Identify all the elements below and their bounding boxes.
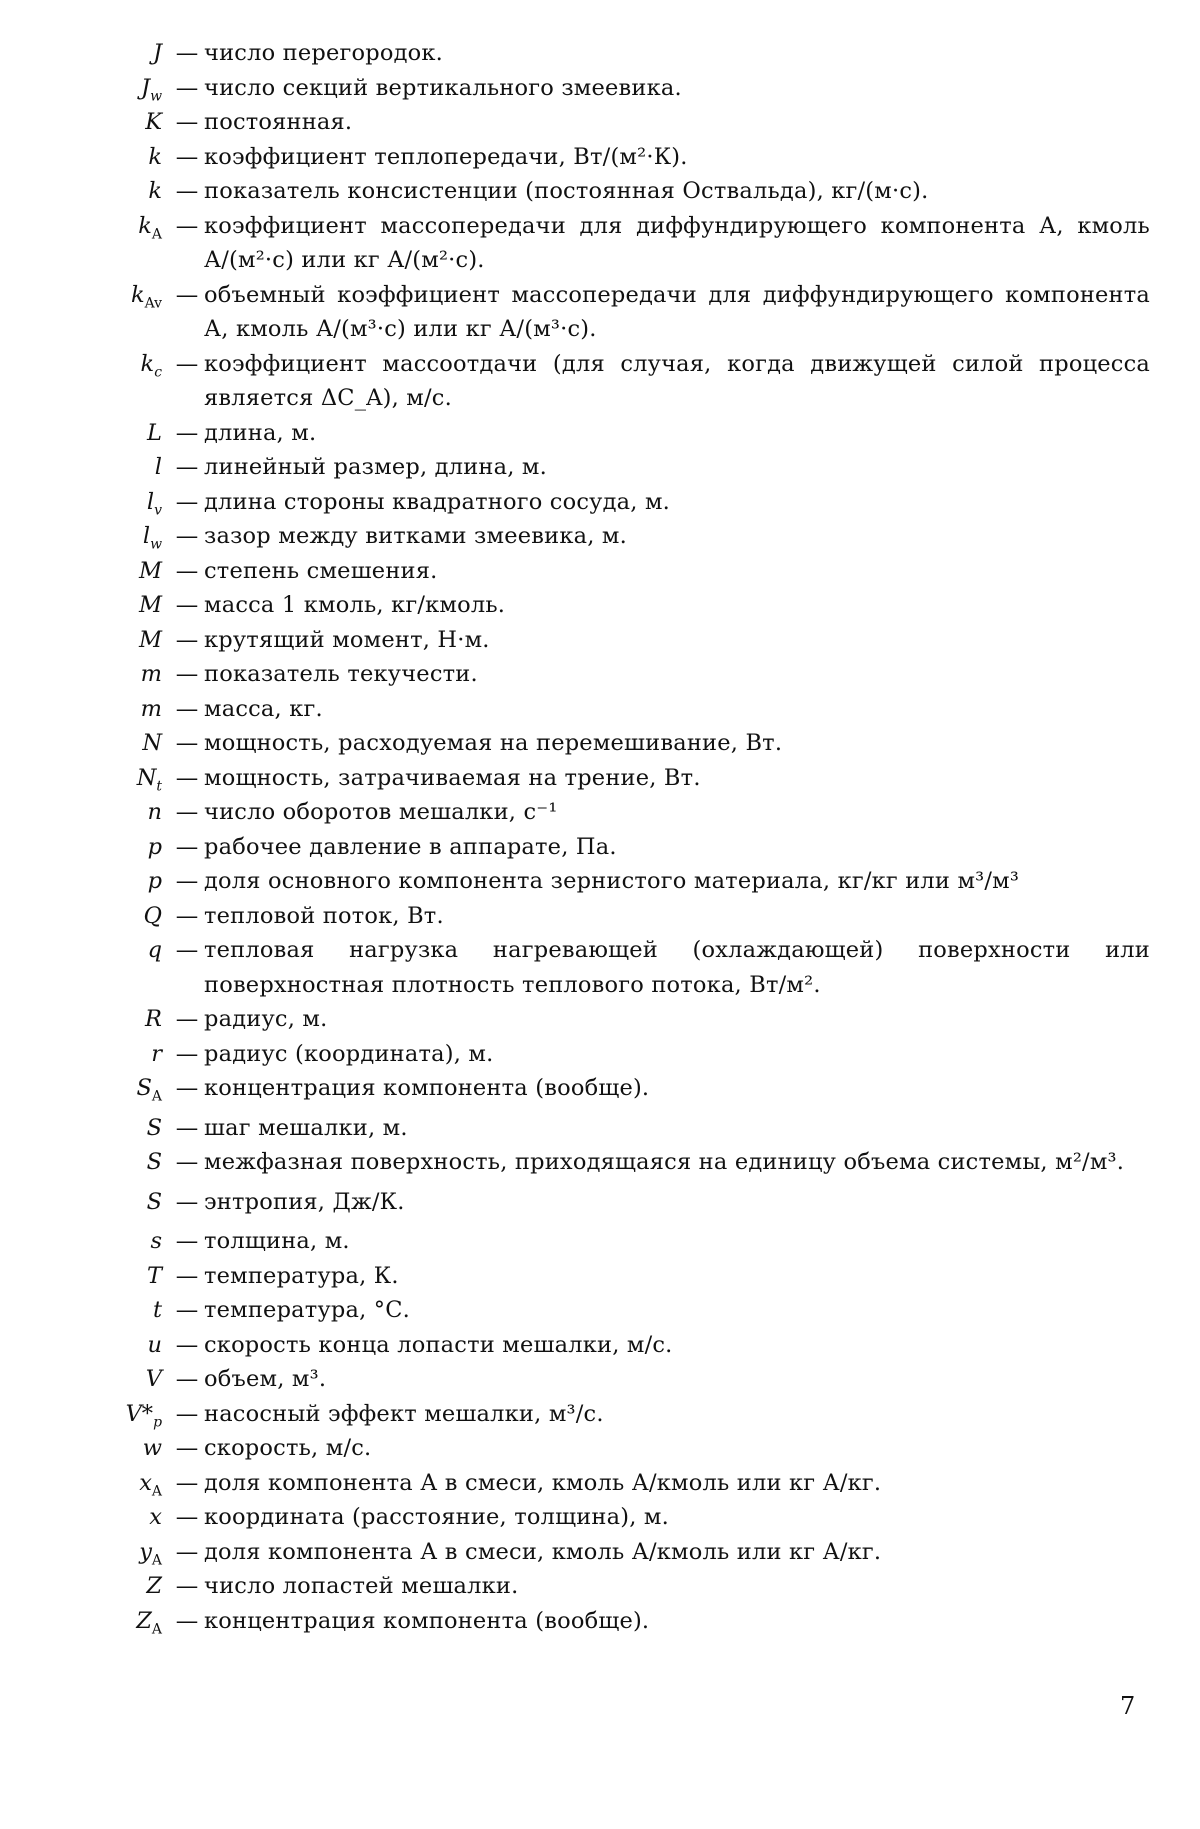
entry-symbol: k xyxy=(148,143,162,170)
entry-dash: — xyxy=(175,1504,199,1530)
entry-symbol: $V*_p$ xyxy=(125,1400,162,1430)
nomenclature-entry xyxy=(60,1071,1150,1106)
entry-symbol: u xyxy=(147,1331,162,1358)
entry-dash: — xyxy=(175,661,199,687)
entry-symbol-subscript: A xyxy=(151,1483,162,1499)
nomenclature-entry xyxy=(60,519,1150,554)
entry-description: температура, К. xyxy=(204,1262,399,1289)
nomenclature-entry xyxy=(60,657,1150,692)
entry-dash: — xyxy=(175,937,199,963)
entry-symbol: l xyxy=(154,454,162,480)
entry-symbol: $k_{Av}$ xyxy=(130,281,162,311)
entry-symbol-subscript: w xyxy=(150,88,162,104)
entry-dash: — xyxy=(175,1040,199,1067)
entry-dash: — xyxy=(175,1006,199,1032)
entry-description: концентрация компонента (вообще). xyxy=(204,1607,650,1634)
entry-symbol: Z xyxy=(146,1573,162,1599)
entry-dash: — xyxy=(175,799,199,825)
nomenclature-entry xyxy=(60,554,1150,589)
entry-dash: — xyxy=(175,419,199,446)
entry-symbol: M xyxy=(138,592,162,618)
entry-dash: — xyxy=(175,212,199,239)
page-number: 7 xyxy=(1120,1692,1136,1720)
entry-dash: — xyxy=(175,902,199,929)
entry-dash: — xyxy=(175,1469,199,1496)
entry-symbol: n xyxy=(147,799,162,825)
entry-description: коэффициент массопередачи для диффундирующего компонента А, кмоль А/(м²·с) или кг А/(м²·с). xyxy=(204,212,1150,273)
nomenclature-entry xyxy=(60,1224,1150,1259)
entry-symbol: $l_v$ xyxy=(146,488,162,518)
entry-symbol: s xyxy=(150,1228,162,1254)
entry-dash: — xyxy=(175,1573,199,1599)
nomenclature-entry xyxy=(60,278,1150,347)
entry-symbol: $Z_A$ xyxy=(136,1607,162,1637)
nomenclature-entry xyxy=(60,864,1150,899)
entry-description: масса, кг. xyxy=(204,695,323,722)
entry-symbol: x xyxy=(149,1504,162,1530)
nomenclature-entry xyxy=(60,1293,1150,1328)
entry-dash: — xyxy=(175,454,199,480)
entry-symbol: p xyxy=(147,868,162,894)
entry-dash: — xyxy=(175,1188,199,1215)
entry-symbol-subscript: A xyxy=(151,226,162,242)
nomenclature-entry xyxy=(60,1500,1150,1535)
entry-dash: — xyxy=(175,1297,199,1323)
entry-description: линейный размер, длина, м. xyxy=(204,454,547,480)
entry-symbol-subscript: c xyxy=(154,364,162,380)
nomenclature-entry xyxy=(60,1145,1150,1180)
entry-dash: — xyxy=(175,109,199,135)
entry-symbol: N xyxy=(142,730,162,756)
nomenclature-entry xyxy=(60,588,1150,623)
entry-dash: — xyxy=(175,1262,199,1289)
entry-dash: — xyxy=(175,1607,199,1634)
entry-dash: — xyxy=(175,1435,199,1461)
entry-dash: — xyxy=(175,557,199,584)
nomenclature-entry xyxy=(60,692,1150,727)
entry-symbol: m xyxy=(140,661,162,687)
nomenclature-entry xyxy=(60,71,1150,106)
entry-description: степень смешения. xyxy=(204,557,438,584)
nomenclature-entry xyxy=(60,450,1150,485)
nomenclature-entry xyxy=(60,1362,1150,1397)
entry-description: мощность, затрачиваемая на трение, Вт. xyxy=(204,764,701,791)
entry-description: рабочее давление в аппарате, Па. xyxy=(204,833,617,860)
entry-symbol: $l_w$ xyxy=(142,523,162,553)
entry-description: доля компонента А в смеси, кмоль А/кмоль или кг А/кг. xyxy=(204,1469,882,1496)
entry-dash: — xyxy=(175,1331,199,1358)
entry-dash: — xyxy=(175,143,199,170)
entry-symbol: T xyxy=(146,1262,162,1289)
entry-dash: — xyxy=(175,695,199,722)
entry-description: толщина, м. xyxy=(204,1228,350,1254)
entry-description: зазор между витками змеевика, м. xyxy=(204,523,627,549)
nomenclature-entry xyxy=(60,174,1150,209)
entry-dash: — xyxy=(175,74,199,101)
entry-symbol: q xyxy=(147,937,162,963)
entry-symbol: $k_A$ xyxy=(138,212,162,242)
nomenclature-entry xyxy=(60,623,1150,658)
entry-dash: — xyxy=(175,281,199,308)
entry-description: концентрация компонента (вообще). xyxy=(204,1075,650,1101)
entry-symbol: M xyxy=(138,626,162,653)
entry-description: насосный эффект мешалки, м³/с. xyxy=(204,1400,604,1427)
entry-description: число лопастей мешалки. xyxy=(204,1573,519,1599)
entry-dash: — xyxy=(175,833,199,860)
entry-description: постоянная. xyxy=(204,109,353,135)
entry-description: доля основного компонента зернистого материала, кг/кг или м³/м³ xyxy=(204,868,1020,894)
entry-symbol: M xyxy=(138,557,162,584)
entry-dash: — xyxy=(175,488,199,515)
entry-dash: — xyxy=(175,178,199,204)
entry-symbol: p xyxy=(147,833,162,860)
entry-symbol: k xyxy=(148,178,162,204)
nomenclature-entry xyxy=(60,140,1150,175)
entry-dash: — xyxy=(175,350,199,377)
nomenclature-entry xyxy=(60,1185,1150,1220)
nomenclature-entry xyxy=(60,1259,1150,1294)
entry-dash: — xyxy=(175,1538,199,1565)
nomenclature-entry xyxy=(60,830,1150,865)
entry-symbol: V xyxy=(145,1366,162,1392)
entry-symbol: S xyxy=(146,1188,162,1215)
entry-symbol-subscript: p xyxy=(153,1414,162,1430)
entry-symbol: m xyxy=(140,695,162,722)
nomenclature-entry xyxy=(60,485,1150,520)
entry-symbol: $S_A$ xyxy=(136,1075,162,1105)
entry-dash: — xyxy=(175,1114,199,1141)
entry-description: показатель консистенции (постоянная Оствальда), кг/(м·с). xyxy=(204,178,929,204)
entry-description: доля компонента А в смеси, кмоль А/кмоль или кг А/кг. xyxy=(204,1538,882,1565)
nomenclature-entry xyxy=(60,933,1150,1002)
entry-dash: — xyxy=(175,626,199,653)
nomenclature-entry xyxy=(60,726,1150,761)
nomenclature-entry xyxy=(60,1569,1150,1604)
nomenclature-entry xyxy=(60,1431,1150,1466)
entry-symbol: $x_A$ xyxy=(139,1469,162,1499)
entry-symbol: S xyxy=(146,1149,162,1175)
entry-dash: — xyxy=(175,1228,199,1254)
entry-description: длина стороны квадратного сосуда, м. xyxy=(204,488,671,515)
entry-description: масса 1 кмоль, кг/кмоль. xyxy=(204,592,506,618)
entry-description: коэффициент теплопередачи, Вт/(м²·К). xyxy=(204,143,688,170)
nomenclature-entry xyxy=(60,1466,1150,1501)
entry-description: длина, м. xyxy=(204,419,317,446)
entry-symbol-subscript: A xyxy=(151,1088,162,1105)
entry-symbol-subscript: t xyxy=(156,778,162,794)
nomenclature-entry xyxy=(60,795,1150,830)
entry-description: крутящий момент, Н·м. xyxy=(204,626,490,653)
entry-symbol: L xyxy=(147,419,162,446)
entry-description: координата (расстояние, толщина), м. xyxy=(204,1504,669,1530)
entry-symbol: J xyxy=(152,40,162,66)
entry-symbol-subscript: Av xyxy=(144,295,162,311)
entry-description: энтропия, Дж/К. xyxy=(204,1188,405,1215)
nomenclature-entry xyxy=(60,1328,1150,1363)
entry-dash: — xyxy=(175,592,199,618)
entry-description: объемный коэффициент массопередачи для диффундирующего компонента А, кмоль А/(м³·с) или кг А/(м³·с). xyxy=(204,281,1150,342)
entry-description: радиус, м. xyxy=(204,1006,328,1032)
entry-symbol: r xyxy=(151,1040,162,1067)
nomenclature-entry xyxy=(60,416,1150,451)
nomenclature-entry xyxy=(60,899,1150,934)
entry-symbol: $J_w$ xyxy=(141,74,162,104)
entry-symbol: $N_t$ xyxy=(136,764,162,794)
entry-dash: — xyxy=(175,868,199,894)
entry-description: тепловой поток, Вт. xyxy=(204,902,444,929)
nomenclature-entry xyxy=(60,209,1150,278)
entry-description: тепловая нагрузка нагревающей (охлаждающей) поверхности или поверхностная плотность теплового потока, Вт/м². xyxy=(204,937,1150,998)
entry-dash: — xyxy=(175,1149,199,1175)
nomenclature-entry xyxy=(60,761,1150,796)
entry-description: коэффициент массоотдачи (для случая, когда движущей силой процесса является ΔC_A), м/с. xyxy=(204,350,1150,411)
nomenclature-entry xyxy=(60,1111,1150,1146)
entry-description: скорость, м/с. xyxy=(204,1435,372,1461)
entry-description: мощность, расходуемая на перемешивание, Вт. xyxy=(204,730,783,756)
entry-dash: — xyxy=(175,1075,199,1101)
entry-symbol: t xyxy=(152,1297,162,1323)
entry-symbol: w xyxy=(142,1435,162,1461)
entry-dash: — xyxy=(175,764,199,791)
entry-symbol: S xyxy=(146,1114,162,1141)
nomenclature-entry xyxy=(60,347,1150,416)
nomenclature-entry xyxy=(60,36,1150,71)
entry-symbol-subscript: A xyxy=(151,1621,162,1637)
nomenclature-entry xyxy=(60,1002,1150,1037)
entry-description: температура, °С. xyxy=(204,1297,411,1323)
entry-description: число секций вертикального змеевика. xyxy=(204,74,682,101)
nomenclature-entry xyxy=(60,1535,1150,1570)
entry-dash: — xyxy=(175,1366,199,1392)
entry-dash: — xyxy=(175,523,199,549)
entry-description: межфазная поверхность, приходящаяся на единицу объема системы, м²/м³. xyxy=(204,1149,1125,1175)
entry-description: радиус (координата), м. xyxy=(204,1040,494,1067)
entry-description: шаг мешалки, м. xyxy=(204,1114,408,1141)
nomenclature-list xyxy=(60,36,1150,1638)
nomenclature-entry xyxy=(60,105,1150,140)
entry-symbol-subscript: w xyxy=(150,536,162,553)
nomenclature-entry xyxy=(60,1604,1150,1639)
entry-dash: — xyxy=(175,1400,199,1427)
entry-description: число перегородок. xyxy=(204,40,443,66)
entry-description: скорость конца лопасти мешалки, м/с. xyxy=(204,1331,673,1358)
entry-description: число оборотов мешалки, с⁻¹ xyxy=(204,799,558,825)
entry-dash: — xyxy=(175,40,199,66)
entry-description: показатель текучести. xyxy=(204,661,478,687)
entry-symbol: Q xyxy=(143,902,162,929)
entry-description: объем, м³. xyxy=(204,1366,327,1392)
entry-symbol: R xyxy=(145,1006,162,1032)
entry-dash: — xyxy=(175,730,199,756)
entry-symbol-subscript: v xyxy=(154,502,162,518)
entry-symbol: K xyxy=(145,109,162,135)
nomenclature-entry xyxy=(60,1397,1150,1432)
entry-symbol: $k_c$ xyxy=(140,350,162,380)
entry-symbol: $y_A$ xyxy=(139,1538,162,1568)
entry-symbol-subscript: A xyxy=(151,1552,162,1568)
nomenclature-entry xyxy=(60,1037,1150,1072)
